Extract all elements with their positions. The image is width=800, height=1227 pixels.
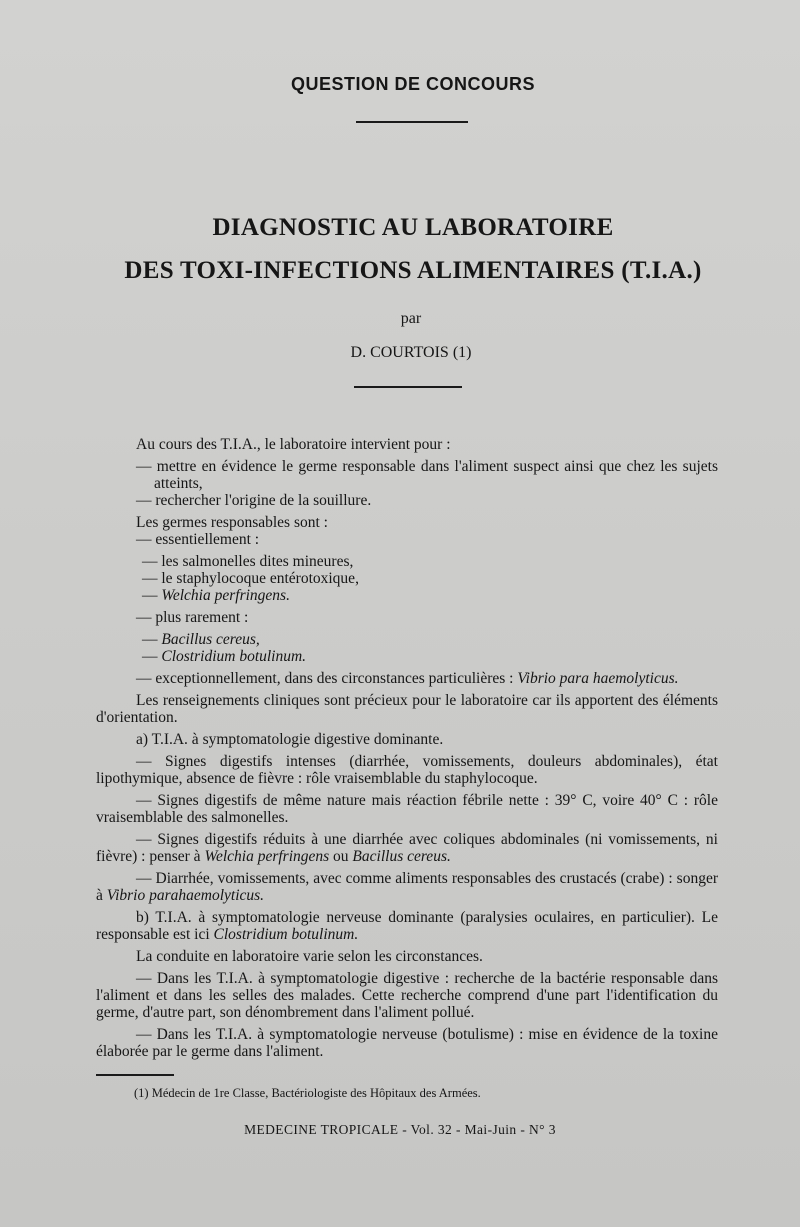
list-item-staphylocoque: — le staphylocoque entérotoxique,: [142, 570, 359, 587]
species-name: Bacillus cereus,: [161, 631, 260, 648]
heading-a: a) T.I.A. à symptomatologie digestive dominante.: [136, 731, 444, 748]
journal-footer: MEDECINE TROPICALE - Vol. 32 - Mai-Juin - N° 3: [244, 1122, 556, 1137]
paragraph-role-1: — mettre en évidence le germe responsable dans l'aliment suspect ainsi que chez les sujets atteints,: [136, 458, 718, 492]
list-item-clostridium: [96, 648, 718, 665]
text: ou: [329, 848, 353, 865]
section-label: QUESTION DE CONCOURS: [290, 74, 536, 94]
list-item-salmonelles: — les salmonelles dites mineures,: [142, 553, 354, 570]
species-name: Vibrio para haemolyticus.: [517, 670, 679, 687]
text: — exceptionnellement, dans des circonstances particulières :: [136, 670, 518, 687]
paragraph-b: [96, 909, 718, 943]
species-name: Welchia perfringens.: [161, 587, 290, 604]
paragraph-clinical: Les renseignements cliniques sont précieux pour le laboratoire car ils apportent des éléments d'orientation.: [96, 692, 718, 726]
top-rule: [356, 121, 468, 123]
paragraph-a2: — Signes digestifs de même nature mais réaction fébrile nette : 39° C, voire 40° C : rôle vraisemblable des salmonelles.: [96, 792, 718, 826]
species-name: Bacillus cereus.: [352, 848, 451, 865]
species-name: Vibrio parahaemolyticus.: [106, 887, 265, 904]
footnote-rule: [96, 1074, 174, 1076]
paragraph-a4: [96, 870, 718, 904]
paragraph-germs-intro: Les germes responsables sont :: [136, 514, 328, 531]
author-rule: [354, 386, 462, 388]
paragraph-c1: — Dans les T.I.A. à symptomatologie digestive : recherche de la bactérie responsable dans l'aliment et dans les selles des malades. Cette recherche comprend d'une part l'identification du germe, d'autre part, son dénombrement dans l'aliment pollué.: [96, 970, 718, 1021]
byline-par: par: [400, 310, 422, 327]
footnote: (1) Médecin de 1re Classe, Bactériologiste des Hôpitaux des Armées.: [134, 1086, 481, 1100]
paragraph-exceptional: [96, 670, 718, 687]
paragraph-intro: Au cours des T.I.A., le laboratoire intervient pour :: [136, 436, 451, 453]
dash: —: [142, 587, 162, 604]
dash: —: [142, 648, 162, 665]
paragraph-a1: — Signes digestifs intenses (diarrhée, vomissements, douleurs abdominales), état lipothymique, absence de fièvre : rôle vraisemblable du staphylocoque.: [96, 753, 718, 787]
species-name: Clostridium botulinum.: [213, 926, 359, 943]
species-name: Clostridium botulinum.: [161, 648, 307, 665]
paragraph-c2: — Dans les T.I.A. à symptomatologie nerveuse (botulisme) : mise en évidence de la toxine élaborée par le germe dans l'aliment.: [96, 1026, 718, 1060]
paragraph-essential: — essentiellement :: [136, 531, 260, 548]
text: — Signes digestifs réduits à une diarrhée avec coliques abdominales (ni vomissements, ni fièvre) : penser à: [96, 831, 718, 865]
list-item-bacillus: [96, 631, 718, 648]
species-name: Welchia perfringens: [204, 848, 330, 865]
paragraph-a3: [96, 831, 718, 865]
text: — Diarrhée, vomissements, avec comme aliments responsables des crustacés (crabe) : songer à: [96, 870, 718, 904]
list-item-welchia: [96, 587, 718, 604]
paragraph-rare: — plus rarement :: [136, 609, 249, 626]
paragraph-conduct: La conduite en laboratoire varie selon les circonstances.: [136, 948, 483, 965]
article-body: [96, 436, 718, 1060]
author-name: D. COURTOIS (1): [350, 344, 472, 361]
paragraph-role-2: — rechercher l'origine de la souillure.: [136, 492, 372, 509]
article-title-line-2: DES TOXI-INFECTIONS ALIMENTAIRES (T.I.A.): [124, 257, 702, 284]
dash: —: [142, 631, 162, 648]
text: b) T.I.A. à symptomatologie nerveuse dominante (paralysies oculaires, en particulier). Le responsable est ici: [96, 909, 718, 943]
article-title-line-1: DIAGNOSTIC AU LABORATOIRE: [212, 214, 614, 241]
